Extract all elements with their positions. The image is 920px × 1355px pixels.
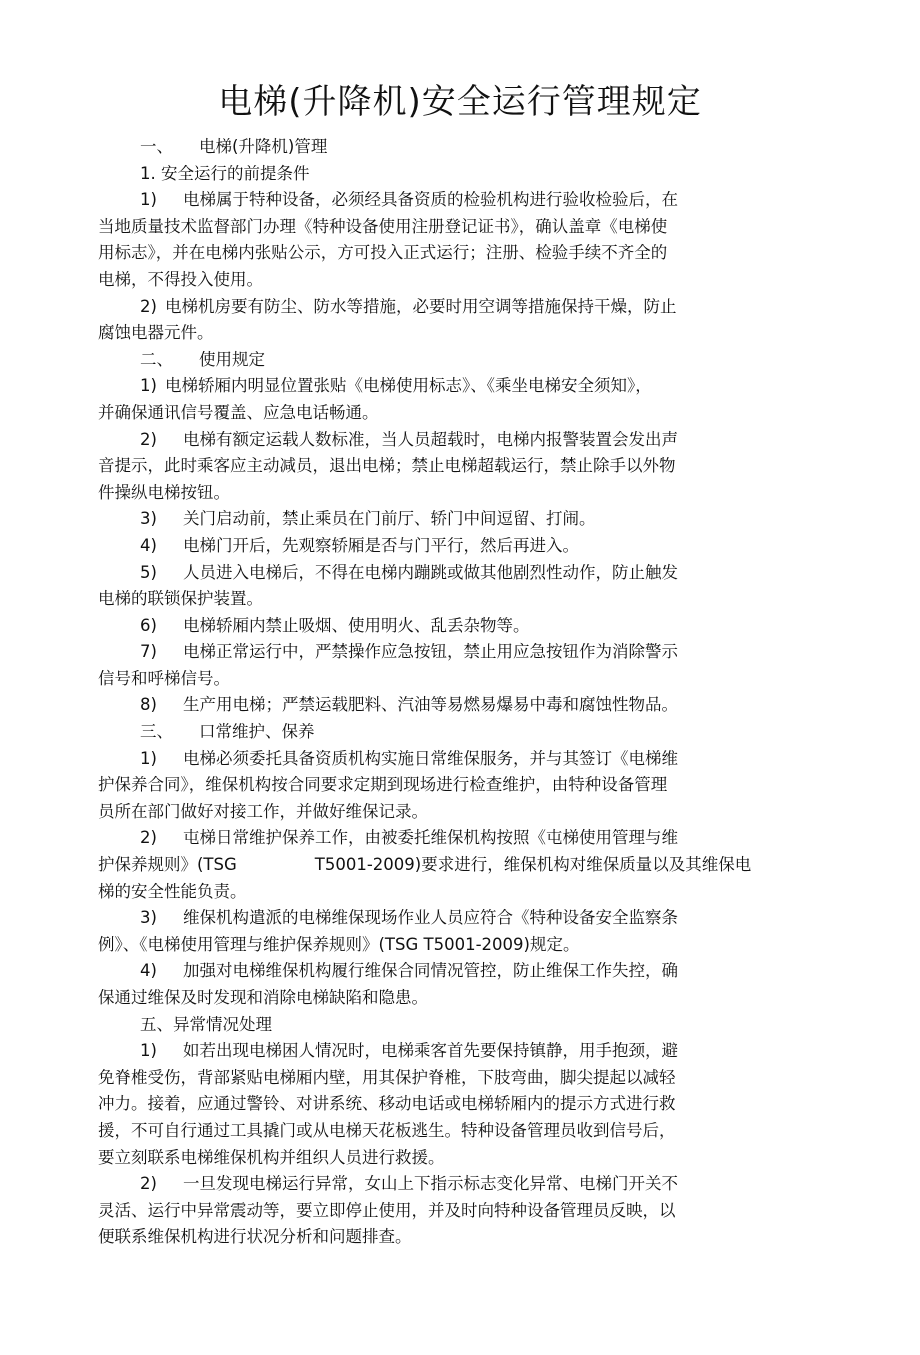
- paragraph-text: 例》、《电梯使用管理与维护保养规则》(TSG T5001-2009)规定。: [98, 934, 580, 954]
- paragraph-text: 人员进入电梯后，不得在电梯内蹦跳或做其他剧烈性动作，防止触发: [182, 562, 678, 582]
- section-number: 一、: [140, 137, 173, 156]
- section-heading-1: [98, 134, 763, 161]
- paragraph-text: 加强对电梯维保机构履行维保合同情况管控，防止维保工作失控，确: [182, 961, 678, 981]
- paragraph-text: 援，不可自行通过工具撬门或从电梯天花板逃生。特种设备管理员收到信号后，: [98, 1120, 676, 1140]
- item-number: 5): [140, 562, 157, 582]
- paragraph-text: 电梯属于特种设备，必须经具备资质的检验机构进行验收检验后，在: [182, 190, 678, 210]
- section-title: 五、异常情况处理: [140, 1014, 272, 1034]
- paragraph-line: [98, 958, 763, 985]
- paragraph-line: [98, 852, 763, 879]
- section-title: 电梯(升降机)管理: [199, 137, 328, 156]
- section-heading-2: [98, 347, 763, 374]
- paragraph-text: 生产用电梯；严禁运载肥料、汽油等易燃易爆易中毒和腐蚀性物品。: [182, 695, 678, 715]
- paragraph-text: 屯梯日常维护保养工作，由被委托维保机构按照《屯梯使用管理与维: [182, 828, 678, 848]
- paragraph-text: 免脊椎受伤，背部紧贴电梯厢内壁，用其保护脊椎，下肢弯曲，脚尖提起以减轻: [98, 1067, 676, 1087]
- paragraph-text: 电梯轿厢内明显位置张贴《电梯使用标志》、《乘坐电梯安全须知》，: [164, 376, 652, 396]
- item-number: 2): [140, 429, 157, 449]
- paragraph-text: 梯的安全性能负责。: [98, 881, 247, 901]
- paragraph-text: 保通过维保及时发现和消除电梯缺陷和隐患。: [98, 988, 428, 1007]
- paragraph-line: [98, 1224, 763, 1251]
- paragraph-line: [98, 586, 763, 613]
- paragraph-text: 电梯门开后，先观察轿厢是否与门平行，然后再进入。: [182, 535, 579, 555]
- section-heading-3: [98, 719, 763, 746]
- paragraph-text: 并确保通讯信号覆盖、应急电话畅通。: [98, 402, 379, 422]
- paragraph-text: 音提示，此时乘客应主动减员，退出电梯；禁止电梯超载运行，禁止除手以外物: [98, 456, 676, 476]
- paragraph-text: 电梯机房要有防尘、防水等措施，必要时用空调等措施保持干燥，防止: [164, 296, 677, 316]
- paragraph-text: 电梯必须委托具备资质机构实施日常维保服务，并与其签订《电梯维: [182, 748, 678, 768]
- paragraph-line: [98, 1171, 763, 1198]
- subsection-title: 1. 安全运行的前提条件: [140, 163, 310, 183]
- paragraph-line: [98, 506, 763, 533]
- paragraph-line: [98, 480, 763, 507]
- paragraph-line: [98, 613, 763, 640]
- paragraph-line: [98, 214, 763, 241]
- paragraph-line: [98, 639, 763, 666]
- paragraph-line: [98, 1065, 763, 1092]
- paragraph-line: [98, 1091, 763, 1118]
- item-number: 2): [140, 296, 157, 316]
- paragraph-line: [98, 746, 763, 773]
- paragraph-text: 腐蚀电器元件。: [98, 323, 214, 343]
- item-number: 7): [140, 642, 157, 662]
- paragraph-text: 灵活、运行中异常震动等，要立即停止使用，并及时向特种设备管理员反映，以: [98, 1200, 676, 1220]
- paragraph-text: 电梯正常运行中，严禁操作应急按钮，禁止用应急按钮作为消除警示: [182, 642, 678, 662]
- paragraph-line: [98, 240, 763, 267]
- paragraph-line: [98, 1118, 763, 1145]
- paragraph-line: [98, 1038, 763, 1065]
- paragraph-text: 员所在部门做好对接工作，并做好维保记录。: [98, 801, 428, 821]
- paragraph-line: [98, 1198, 763, 1225]
- item-number: 2): [140, 828, 157, 848]
- paragraph-line: [98, 1145, 763, 1172]
- section-number: 二、: [140, 349, 173, 369]
- document-title: 电梯(升降机)安全运行管理规定: [218, 82, 702, 122]
- paragraph-text: 用标志》，并在电梯内张贴公示，方可投入正式运行；注册、检验手续不齐全的: [98, 243, 668, 263]
- paragraph-text: 信号和呼梯信号。: [98, 668, 230, 688]
- paragraph-line: [98, 453, 763, 480]
- paragraph-line: [98, 692, 763, 719]
- paragraph-line: [98, 560, 763, 587]
- paragraph-text: 如若出现电梯困人情况时，电梯乘客首先要保持镇静，用手抱颈，避: [182, 1041, 678, 1061]
- paragraph-line: [98, 666, 763, 693]
- paragraph-line: [98, 932, 763, 959]
- item-number: 1): [140, 748, 157, 768]
- paragraph-line: [98, 294, 763, 321]
- item-number: 3): [140, 908, 157, 928]
- paragraph-line: [98, 905, 763, 932]
- paragraph-text: 关门启动前，禁止乘员在门前厅、轿门中间逗留、打闹。: [182, 509, 596, 529]
- item-number: 3): [140, 509, 157, 529]
- paragraph-line: [98, 267, 763, 294]
- paragraph-line: [98, 772, 763, 799]
- item-number: 2): [140, 1174, 157, 1194]
- paragraph-text: 维保机构遣派的电梯维保现场作业人员应符合《特种设备安全监察条: [182, 908, 678, 928]
- paragraph-text: 护保养合同》，维保机构按合同要求定期到现场进行检查维护，由特种设备管理: [98, 775, 668, 795]
- paragraph-text: 便联系维保机构进行状况分析和问题排查。: [98, 1227, 412, 1247]
- section-number: 三、: [140, 722, 173, 742]
- paragraph-text: 件操纵电梯按钮。: [98, 482, 230, 502]
- paragraph-text: 电梯有额定运载人数标准，当人员超载时，电梯内报警装置会发出声: [182, 429, 678, 449]
- item-number: 4): [140, 961, 157, 981]
- paragraph-line: [98, 879, 763, 906]
- paragraph-line: [98, 799, 763, 826]
- item-number: 4): [140, 535, 157, 555]
- paragraph-line: [98, 187, 763, 214]
- item-number: 8): [140, 695, 157, 715]
- paragraph-line: [98, 320, 763, 347]
- item-number: 6): [140, 615, 157, 635]
- paragraph-text: 电梯轿厢内禁止吸烟、使用明火、乱丢杂物等。: [182, 615, 530, 635]
- paragraph-text: 当地质量技术监督部门办理《特种设备使用注册登记证书》，确认盖章《电梯使: [98, 216, 668, 236]
- paragraph-line: [98, 533, 763, 560]
- paragraph-text: 冲力。接着，应通过警铃、对讲系统、移动电话或电梯轿厢内的提示方式进行救: [98, 1094, 676, 1114]
- section-heading-5: [98, 1012, 763, 1039]
- subsection-heading: [98, 161, 763, 188]
- paragraph-text: 护保养规则》(TSG: [98, 855, 237, 875]
- paragraph-line: [98, 400, 763, 427]
- paragraph-text-continued: T5001-2009)要求进行，维保机构对维保质量以及其维保电: [314, 855, 752, 875]
- paragraph-text: 一旦发现电梯运行异常，女山上下指示标志变化异常、电梯门开关不: [182, 1174, 678, 1194]
- document-body: [98, 134, 763, 1251]
- section-title: 口常维护、保养: [199, 722, 315, 742]
- item-number: 1): [140, 1041, 157, 1061]
- paragraph-line: [98, 427, 763, 454]
- paragraph-line: [98, 825, 763, 852]
- paragraph-line: [98, 373, 763, 400]
- paragraph-text: 电梯，不得投入使用。: [98, 269, 263, 289]
- paragraph-line: [98, 985, 763, 1012]
- section-title: 使用规定: [199, 349, 265, 369]
- paragraph-text: 电梯的联锁保护装置。: [98, 589, 263, 609]
- paragraph-text: 要立刻联系电梯维保机构并组织人员进行救援。: [98, 1147, 445, 1167]
- item-number: 1): [140, 190, 157, 210]
- item-number: 1): [140, 376, 157, 396]
